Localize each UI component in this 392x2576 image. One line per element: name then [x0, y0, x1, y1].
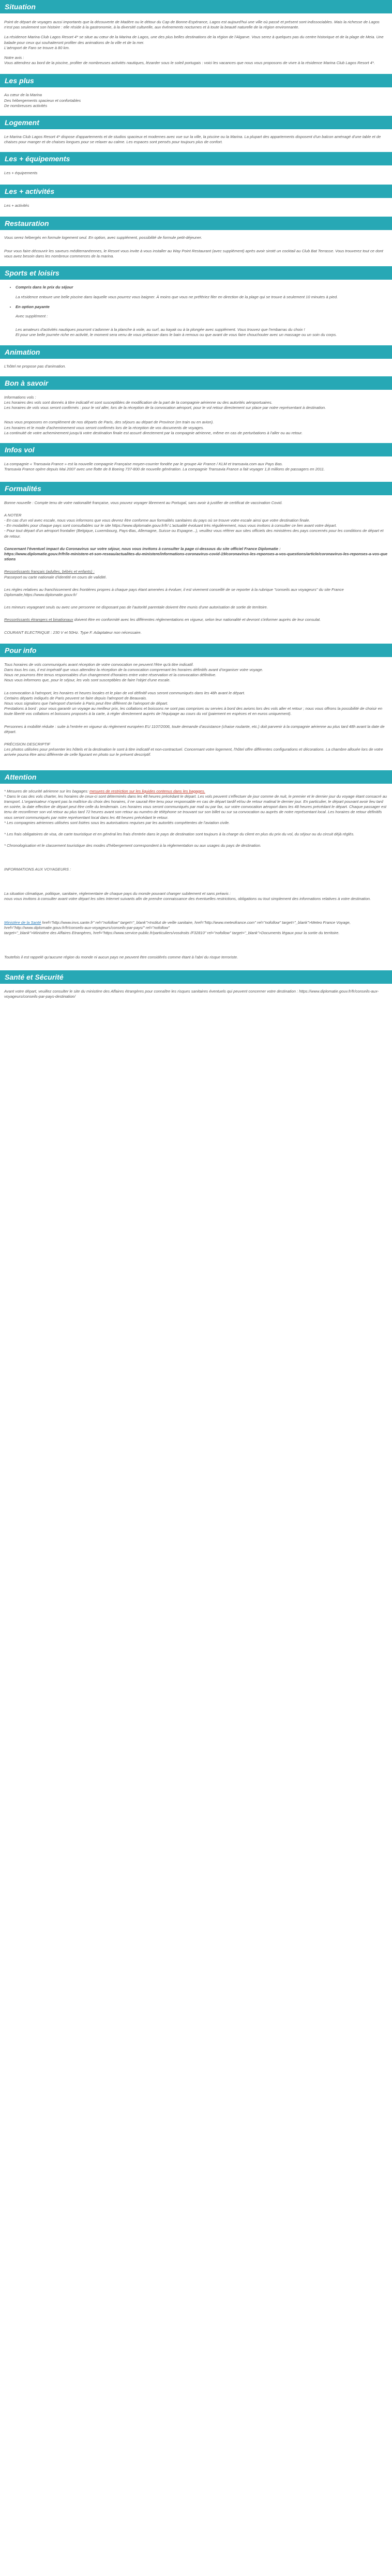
section-situation	[0, 0, 392, 74]
section-attention	[0, 770, 392, 970]
section-title: Situation	[0, 0, 392, 13]
diplomatie-link[interactable]: https://www.diplomatie.gouv.fr/fr/le-ministere-et-son-reseau/actualites-du-ministere/informations-coronavirus-covid-19/coronavirus-les-reponses-a-vos-questions/article/coronavirus-les-reponses-a-vos-questions	[4, 551, 388, 562]
section-title: Formalités	[0, 482, 392, 495]
paragraph	[4, 420, 388, 436]
text-line: Passeport ou carte nationale d'identité en cours de validité.	[4, 574, 107, 580]
text-line: Prestations à bord : pour vous garantir un voyage au meilleur prix, les collations et boissons ne sont pas comprises ou servies à bord des avions lors des vols aller et retour ; nous vous offrons la possibilité de choisir en toute liberté vos collations et boissons proposés à la carte, à régler directement auprès de l'équipage au cours du vol (paiement en espèces et en euros uniquement).	[4, 706, 383, 717]
paragraph: Bonne nouvelle : Compte tenu de votre nationalité française, vous pouvez voyager librement au Portugal, sans avoir à justifier de certificat de vaccination Covid.	[4, 500, 283, 505]
paragraph	[4, 920, 388, 936]
paragraph	[4, 891, 388, 902]
option-list	[4, 304, 388, 310]
text-line: href="http://www.diplomatie.gouv.fr/fr/conseils-aux-voyageurs/conseils-par-pays/" rel="nofollow"	[4, 925, 170, 931]
text-line: La situation climatique, politique, sanitaire, réglementaire de chaque pays du monde pouvant changer subitement et sans préavis :	[4, 891, 231, 896]
paragraph: Vous serez hébergés en formule logement seul. En option, avec supplément, possibilité de formule petit-déjeuner.	[4, 235, 202, 240]
text-line: nous vous invitons à consulter avant votre départ les sites Internet suivants afin de prendre connaissance des éventuelles restrictions, obligations ou tout simplement des informations relatives à votre destination.	[4, 896, 371, 901]
paragraph	[4, 55, 388, 66]
text-line: Et pour une belle journée riche en activité, le moment sera venu de vous prélasser dans le bain à remous ou que avant de vous faire chouchouter avec un massage ou un soin du corps.	[16, 332, 337, 338]
paragraph: Avant votre départ, veuillez consulter le site du ministère des Affaires étrangères pour connaître les risques sanitaires éventuels qui peuvent concerner votre destination : https://www.diplomatie.gouv.fr/fr/conseils-aux-voyageurs/conseils-par-pays-destination/	[4, 988, 379, 999]
paragraph: Les + équipements	[4, 171, 38, 176]
section-title: Les + activités	[0, 185, 392, 198]
text-line: Les photos utilisées pour présenter les hôtels et la destination le sont à titre indicatif et non-contractuel. Concernant votre logement, l'hôtel offre différentes configurations et décorations. La chambre allouée lors de votre arrivée pourra être ainsi différente de celle figurant en photo sur le présent descriptif.	[4, 747, 383, 757]
section-title: Restauration	[0, 217, 392, 230]
section-title: Santé et Sécurité	[0, 970, 392, 984]
text-line: La compagnie « Transavia France » est la nouvelle compagnie Française moyen-courrier fondée par le groupe Air France / KLM et transavia.com aux Pays Bas.	[4, 462, 283, 467]
list-item: Des hébergements spacieux et confortables	[4, 98, 81, 103]
paragraph: L'hôtel ne propose pas d'animation.	[4, 363, 66, 369]
paragraph	[4, 546, 388, 562]
text-line: PRÉCISION DESCRIPTIF	[4, 741, 51, 746]
paragraph: Les + activités	[4, 203, 29, 208]
paragraph: * Les frais obligatoires de visa, de carte touristique et en général les frais d'entrée dans le pays de destination sont toujours à la charge du client en plus du prix du vol, du séjour ou du circuit déjà réglés.	[4, 832, 355, 837]
text-line: Dans tous les cas, il est impératif que vous attendiez la réception de la convocation comprenant les horaires définitifs avant d'organiser votre voyage.	[4, 667, 263, 672]
text-line: Ressortissants français (adultes, bébés et enfants) :	[4, 569, 95, 574]
option-list	[4, 285, 388, 290]
text-line: Tous horaires de vols communiqués avant réception de votre convocation ne peuvent l'être qu'à titre indicatif.	[4, 662, 194, 667]
section-title: Sports et loisirs	[0, 266, 392, 280]
paragraph	[4, 35, 388, 51]
paragraph	[4, 395, 388, 411]
text-span: doivent être en conformité avec les différentes réglementations en vigueur, selon leur nationalité et devront s'informer auprès de leur consulat.	[73, 617, 321, 622]
text-line: Informations vols :	[4, 394, 36, 400]
section-activites	[0, 185, 392, 217]
paragraph	[4, 513, 388, 539]
section-title: Animation	[0, 345, 392, 359]
list-item	[16, 304, 388, 310]
section-pour-info	[0, 644, 392, 770]
list-item: Au cœur de la Marina	[4, 93, 42, 98]
paragraph: La résidence entoure une belle piscine dans laquelle vous pourrez vous baigner. À moins que vous ne préfériez filer en direction de la plage qui se trouve à seulement 10 minutes à pied.	[16, 294, 338, 299]
section-title: Infos vol	[0, 443, 392, 456]
paragraph: Les règles relatives au franchissement des frontières propres à chaque pays étant amenées à évoluer, il est vivement conseillé de se reporter à la rubrique "conseils aux voyageurs" du site France Diplomatie,https://www.diplomatie.gouv.fr/	[4, 587, 344, 597]
section-bon-a-savoir	[0, 376, 392, 443]
text-line: La résidence Marina Club Lagos Resort 4* se situe au cœur de la Marina de Lagos, une des plus belles destinations de la région de l'Algarve. Vous serez à quelques pas du centre historique et de la plage de Meia. Une balade pour ceux qui souhaiteront profiter des animations de la ville et de la mer.	[4, 35, 384, 45]
text-line: Transavia France opère depuis Mai 2007 avec une flotte de 8 Boeing 737-800 de nouvelle génération. La compagnie Transavia France a fait voyager 1,8 millions de passagers en 2011.	[4, 467, 325, 472]
text-span: Ressortissants étrangers et binationaux	[4, 617, 73, 622]
text-line: L'aéroport de Faro se trouve à 80 km.	[4, 45, 70, 50]
paragraph: Point de départ de voyages aussi importants que la découverte de Madère ou le détour du Cap de Bonne-Espérance, Lagos est aujourd'hui une ville où passé et présent sont indissociables. Mais la richesse de Lagos n'est pas seulement son histoire : elle réside à la gastronomie, à la diversité culturelle, aux événements nocturnes et à toute la beauté naturelle de la région environnante.	[4, 20, 380, 30]
section-logement	[0, 116, 392, 152]
section-title: Logement	[0, 116, 392, 129]
paragraph	[4, 569, 388, 580]
section-restauration	[0, 217, 392, 267]
paragraph: Le Marina Club Lagos Resort 4* dispose d'appartements et de studios spacieux et modernes avec vue sur la ville, la piscine ou la Marina. La plupart des appartements disposent d'un balcon aménagé d'une table et de chaises pour manger et de chaises longues pour se relaxer au calme. Les espaces sont pensés pour toujours plus de confort.	[4, 134, 381, 145]
list	[4, 93, 388, 109]
paragraph: Pour vous faire découvrir les saveurs méditerranéennes, le Resort vous invite à vous installer au Way Point Restaurant (avec supplément) après avoir siroté un cocktail au Club Bat Terrasse. Vous trouverez tout ce dont vous avez besoin dans les nombreux commerces de la marina.	[4, 249, 383, 259]
text-line: - Pour tout départ d'un aéroport frontalier (Belgique, Luxembourg, Pays-Bas, Allemagne, Suisse ou Espagne...), veuillez vous référer aux sites officiels des ministères des pays concernés pour les conditions de départ et de retour.	[4, 528, 384, 539]
text-line: Nous ne pourrons être tenus responsables d'un changement d'horaires entre votre réservation et la convocation définitive.	[4, 673, 217, 678]
paragraph: Toutefois il est rappelé qu'aucune région du monde ni aucun pays ne peuvent être considérés comme étant à l'abri du risque terroriste.	[4, 954, 238, 959]
text-line: Les horaires des vols sont donnés à titre indicatif et sont susceptibles de modification de la part de la compagnie aérienne ou des autorités aéroportuaires.	[4, 400, 273, 405]
text-span: href="http://www.invs.sante.fr" rel="nofollow" target="_blank">Institut de veille sanitaire, href="http://www.meteofrance.com" rel="nofollow" target="_blank">Meteo France Voyage,	[41, 920, 351, 925]
text-line: La convocation à l'aéroport, les horaires et heures locales et le plan de vol définitif vous seront communiqués dans les 48h avant le départ.	[4, 690, 245, 695]
section-title: Attention	[0, 770, 392, 784]
paragraph: * Chronologisation et le classement touristique des modes d'hébergement correspondent à la réglementation ou aux usages du pays de destination.	[4, 843, 262, 848]
section-title: Pour info	[0, 644, 392, 657]
section-sante-securite	[0, 970, 392, 1009]
paragraph	[4, 327, 388, 338]
section-formalites	[0, 482, 392, 644]
sante-ministry-link[interactable]: Ministère de la Santé	[4, 920, 41, 925]
paragraph: INFORMATIONS AUX VOYAGEURS :	[4, 867, 71, 872]
text-line: Vous attendrez au bord de la piscine, profiter de nombreuses activités nautiques, lézarder sous le soleil portugais : voici les vacances que nous vous proposons de vivre à la résidence Marina Club Lagos Resort 4*.	[4, 60, 375, 66]
text-line: Concernant l'éventuel impact du Coronavirus sur votre séjour, nous vous invitons à consulter la page ci-dessous du site officiel France Diplomatie :	[4, 546, 281, 551]
text-line: - En cas d'un vol avec escale, nous vous informons que vous devrez être conforme aux formalités sanitaires du pays où se trouve votre escale ainsi que votre destination finale.	[4, 517, 310, 523]
section-sports	[0, 266, 392, 345]
section-title: Les + équipements	[0, 152, 392, 165]
text-line: Les amateurs d'activités nautiques pourront s'adonner à la planche à voile, au surf, au kayak ou à la plongée avec supplément. Vous trouvez que l'embarras du choix !	[16, 327, 305, 332]
paragraph	[4, 462, 388, 472]
paragraph: Les mineurs voyageant seuls ou avec une personne ne disposant pas de l'autorité parentale doivent être munis d'une autorisation de sortie de territoire.	[4, 605, 268, 610]
paragraph: Personnes à mobilité réduite : suite à l'entrée en vigueur du règlement européen EU 1107/2006, toute demande d'assistance (chaise roulante, etc.) doit parvenir à la compagnie aérienne au plus tard 48h avant la date de départ.	[4, 724, 385, 734]
item-heading: En option payante	[16, 304, 50, 309]
item-heading: Compris dans le prix du séjour	[16, 285, 73, 290]
text-line: Les horaires et le mode d'acheminement vous seront confirmés lors de la réception de vos documents de voyages.	[4, 425, 204, 430]
text-line: A NOTER	[4, 512, 22, 517]
section-title: Les plus	[0, 74, 392, 87]
text-line: Nous vous proposons en complément de nos départs de Paris, des séjours au départ de Province (en train ou en avion).	[4, 420, 214, 425]
liquids-restriction-link[interactable]: mesures de restriction sur les liquides contenus dans les bagages.	[89, 788, 205, 794]
text-line: Notre avis :	[4, 55, 24, 60]
text-line: La continuité de votre acheminement jusqu'à votre destination finale est assuré directement par la compagnie aérienne, même en cas de perturbations à l'aller ou au retour.	[4, 430, 303, 435]
paragraph: Avec supplément :	[16, 314, 48, 319]
paragraph	[4, 742, 388, 758]
text-span: * Mesures de sécurité aérienne sur les bagages:	[4, 788, 90, 794]
text-line: Les horaires de vols vous seront confirmés : pour le vol aller, lors de la réception de la convocation aéroport, pour le vol retour directement sur place par notre représentant à destination.	[4, 405, 326, 410]
section-animation	[0, 345, 392, 376]
text-line	[4, 920, 388, 925]
text-line: Certains départs indiqués de Paris peuvent se faire depuis l'aéroport de Beauvais.	[4, 695, 147, 700]
list-item	[16, 285, 388, 290]
text-line: target="_blank">Ministère des Affaires Etrangères, href="https://www.service-public.fr/particuliers/vosdroits /F32810" rel="nofollow" target="_blank">Documents légaux pour la sortie du territoire.	[4, 931, 340, 936]
paragraph	[4, 691, 388, 717]
list-item: De nombreuses activités	[4, 103, 48, 108]
paragraph: COURANT ELECTRIQUE : 230 V et 50Hz. Type F. Adaptateur non nécessaire.	[4, 630, 142, 635]
page	[0, 0, 392, 1009]
paragraph	[4, 617, 388, 622]
text-line: * Dans le cas des vols charter, les horaires de ceux-ci sont déterminés dans les 48 heures précédant le départ. Les vols peuvent s'effectuer de jour comme de nuit, le premier et le dernier jour du voyage étant consacré au transport. L'organisateur n'ayant pas la maîtrise du choix des horaires, il ne saurait être tenu pour responsable en cas de départ tardif et/ou de retour matinal le dernier jour. En particulier, le départ pouvant avoir lieu tard en soirée, la date effective de départ peut être celle du lendemain. Les horaires vous seront communiqués par mail ou par fax, sur votre convocation aéroport dans les 48 heures précédant le départ. Chaque passager est tenu de reconfirmer son vol retour au plus tard 72 heures avant son retour au numéro de téléphone se trouvant sur son billet ou sur sa convocation ou auprès de notre représentant local. Les horaires de retour définitifs vous seront communiqués par notre représentant local dans les 48 heures précédant le retour.	[4, 794, 387, 820]
text-line: Nous vous informons que, pour le séjour, les vols sont susceptibles de faire l'objet d'une escale.	[4, 678, 171, 683]
paragraph	[4, 662, 388, 683]
text-line: Nous vous signalons que l'aéroport d'arrivée à Paris peut être différent de l'aéroport de départ.	[4, 700, 169, 706]
paragraph	[4, 789, 388, 826]
text-line: - En modalités pour chaque pays sont consultables sur le site https://www.diplomatie.gouv.fr/fr/ L'actualité évoluant très régulièrement, nous vous invitons à consulter ce lien avant votre départ.	[4, 523, 337, 528]
text-line: * Les compagnies aériennes utilisées sont listées sous les autorisations requises par les autorités compétentes de l'aviation civile.	[4, 820, 230, 825]
section-title: Bon à savoir	[0, 376, 392, 390]
section-infos-vol	[0, 443, 392, 481]
text-line	[4, 789, 388, 794]
section-equipements	[0, 152, 392, 184]
section-plus	[0, 74, 392, 116]
